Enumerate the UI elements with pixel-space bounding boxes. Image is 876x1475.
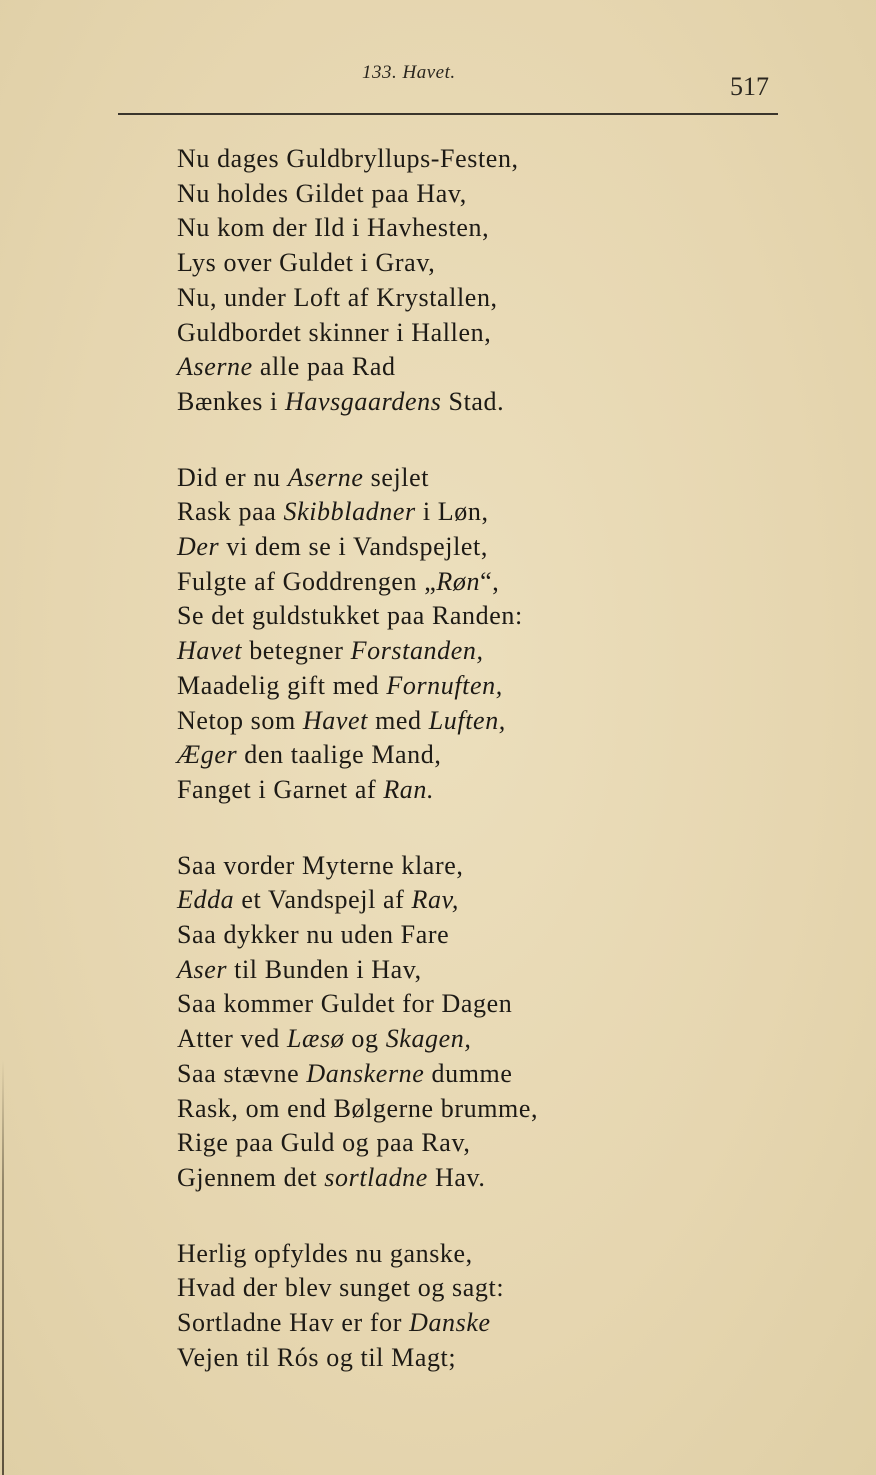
verse-text: Se det guldstukket paa Randen:: [177, 601, 523, 631]
verse-line: [177, 530, 797, 565]
italic-term: Fornuften,: [386, 670, 503, 700]
verse-text: Nu dages Guldbryllups-Festen,: [177, 144, 519, 173]
verse-text: Nu kom der Ild i Havhesten,: [177, 213, 490, 243]
stanza: [177, 1237, 797, 1376]
verse-text: vi dem se i Vandspejlet,: [219, 532, 488, 562]
stanza: [177, 461, 797, 808]
verse-text: Fanget i Garnet af: [177, 774, 384, 804]
verse-line: [177, 177, 797, 212]
verse-text: med: [367, 705, 429, 735]
italic-term: Luften,: [428, 705, 506, 735]
verse-line: [177, 1237, 797, 1272]
verse-text: et Vandspejl af: [234, 885, 412, 915]
italic-term: Aser: [177, 954, 228, 984]
italic-term: Skagen,: [385, 1024, 472, 1054]
italic-term: Havet: [302, 705, 368, 735]
poem-body: [177, 142, 797, 1417]
verse-line: [177, 953, 797, 988]
verse-line: [177, 246, 797, 281]
italic-term: Aserne: [287, 462, 364, 492]
verse-text: Sortladne Hav er for: [177, 1308, 410, 1338]
verse-line: [177, 704, 797, 739]
verse-line: [177, 350, 797, 385]
verse-text: Vejen til Rós og til Magt;: [177, 1342, 457, 1372]
verse-text: Saa vorder Myterne klare,: [177, 850, 464, 880]
verse-text: “,: [480, 566, 500, 596]
italic-term: Røn: [436, 566, 481, 596]
verse-text: Netop som: [177, 705, 303, 735]
verse-text: Herlig opfyldes nu ganske,: [177, 1238, 473, 1268]
verse-line: [177, 669, 797, 704]
page-header: [0, 58, 876, 101]
verse-line: [177, 1126, 797, 1161]
header-rule: [118, 113, 778, 115]
italic-term: sortladne: [324, 1162, 428, 1192]
verse-line: [177, 1057, 797, 1092]
verse-line: [177, 565, 797, 600]
verse-text: til Bunden i Hav,: [227, 954, 422, 984]
verse-text: Nu, under Loft af Krystallen,: [177, 282, 498, 312]
page-number: 517: [730, 72, 769, 101]
italic-term: Skibbladner: [283, 497, 416, 527]
verse-text: Fulgte af Goddrengen „: [177, 566, 437, 596]
verse-text: den taalige Mand,: [237, 740, 442, 770]
verse-line: [177, 142, 797, 177]
verse-line: [177, 316, 797, 351]
italic-term: Havet: [177, 636, 243, 666]
verse-text: Rask paa: [177, 497, 284, 527]
italic-term: Forstanden,: [350, 636, 484, 666]
verse-text: Saa kommer Guldet for Dagen: [177, 989, 513, 1019]
verse-text: dumme: [424, 1058, 513, 1088]
italic-term: Aserne: [177, 352, 253, 382]
italic-term: Ran.: [383, 774, 435, 804]
italic-term: Danskerne: [306, 1058, 425, 1088]
stanza: [177, 142, 797, 420]
verse-line: [177, 495, 797, 530]
verse-line: [177, 1341, 797, 1376]
verse-line: [177, 1092, 797, 1127]
italic-term: Æger: [177, 740, 238, 770]
verse-text: Atter ved: [177, 1024, 287, 1054]
verse-text: Lys over Guldet i Grav,: [177, 248, 436, 278]
verse-text: Saa stævne: [177, 1058, 307, 1088]
verse-text: Bænkes i: [177, 386, 285, 416]
binding-gutter-shadow: [2, 1060, 4, 1475]
verse-text: alle paa Rad: [252, 352, 396, 382]
verse-text: Saa dykker nu uden Fare: [177, 920, 450, 950]
verse-text: Hvad der blev sunget og sagt:: [177, 1273, 505, 1303]
verse-text: og: [344, 1024, 386, 1054]
italic-term: Læsø: [286, 1024, 345, 1054]
verse-line: [177, 634, 797, 669]
verse-line: [177, 738, 797, 773]
verse-line: [177, 599, 797, 634]
verse-text: Guldbordet skinner i Hallen,: [177, 317, 492, 347]
verse-text: Gjennem det: [177, 1162, 325, 1192]
italic-term: Der: [177, 532, 220, 562]
verse-text: sejlet: [363, 462, 430, 492]
verse-text: betegner: [242, 636, 351, 666]
verse-text: Rige paa Guld og paa Rav,: [177, 1128, 471, 1158]
verse-text: Maadelig gift med: [177, 670, 387, 700]
verse-text: Nu holdes Gildet paa Hav,: [177, 178, 467, 208]
verse-line: [177, 918, 797, 953]
verse-line: [177, 883, 797, 918]
verse-text: Stad.: [441, 386, 505, 416]
verse-text: Hav.: [427, 1162, 486, 1192]
verse-line: [177, 1022, 797, 1057]
verse-line: [177, 385, 797, 420]
italic-term: Edda: [177, 885, 235, 915]
italic-term: Havsgaardens: [284, 386, 442, 416]
verse-line: [177, 1306, 797, 1341]
running-title: 133. Havet.: [362, 62, 456, 83]
verse-text: Rask, om end Bølgerne brumme,: [177, 1093, 539, 1123]
verse-line: [177, 1161, 797, 1196]
verse-line: [177, 773, 797, 808]
verse-line: [177, 461, 797, 496]
verse-line: [177, 211, 797, 246]
verse-line: [177, 987, 797, 1022]
italic-term: Rav,: [411, 885, 459, 915]
verse-text: Did er nu: [177, 462, 288, 492]
verse-line: [177, 281, 797, 316]
verse-text: i Løn,: [415, 497, 489, 527]
italic-term: Danske: [409, 1308, 491, 1338]
verse-line: [177, 849, 797, 884]
stanza: [177, 849, 797, 1196]
verse-line: [177, 1271, 797, 1306]
